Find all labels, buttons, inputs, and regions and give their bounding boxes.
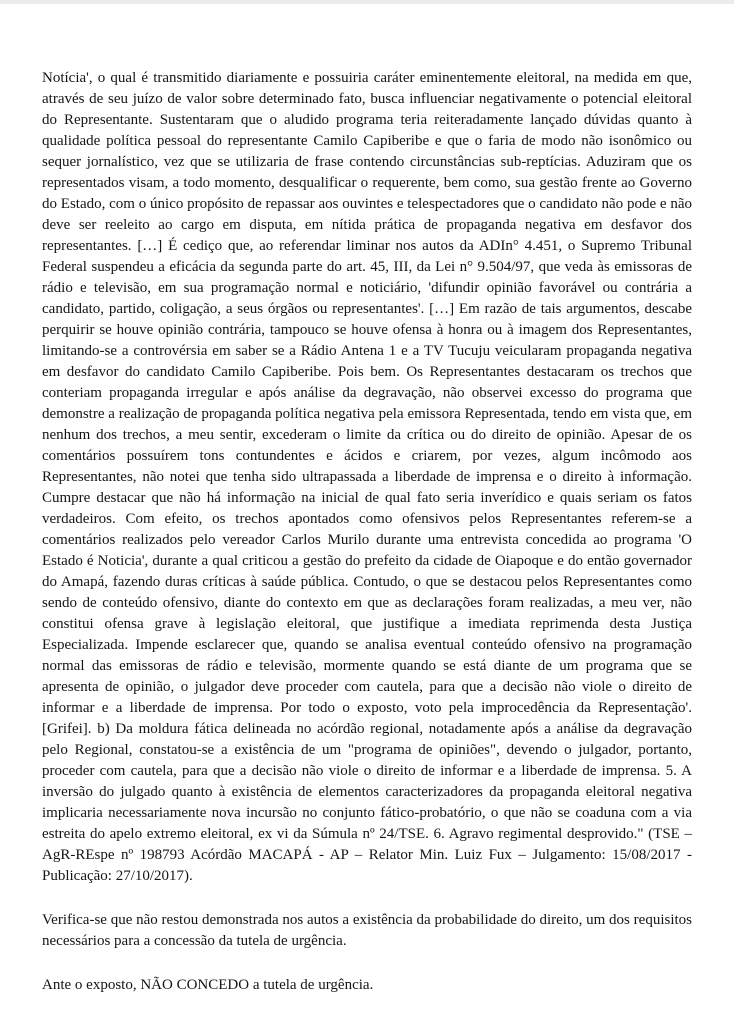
paragraph-probability-finding: Verifica-se que não restou demonstrada nos autos a existência da probabilidade do direito, um dos requisitos necessários para a concessão da tutela de urgência. bbox=[42, 912, 692, 949]
page-top-edge bbox=[0, 0, 734, 4]
paragraph-ruling: Ante o exposto, NÃO CONCEDO a tutela de urgência. bbox=[42, 977, 374, 993]
paragraph-decision-quote: Notícia', o qual é transmitido diariamente e possuiria caráter eminentemente eleitoral, na medida em que, através de seu juízo de valor sobre determinado fato, busca influenciar negativamente o potencial eleitoral do Representante. Sustentaram que o aludido programa teria reiteradamente lançado dúvidas quanto à qualidade política pessoal do representante Camilo Capiberibe e que o faria de modo não isonômico ou sequer jornalístico, vez que se utilizaria de frase contendo circunstâncias sub-reptícias. Aduziram que os representados visam, a todo momento, desqualificar o requerente, bem como, sua gestão frente ao Governo do Estado, com o único propósito de repassar aos ouvintes e telespectadores que o candidato não pode e não deve ser reeleito ao cargo em disputa, em nítida prática de propaganda negativa em desfavor dos representantes. […] É cediço que, ao referendar liminar nos autos da ADIn° 4.451, o Supremo Tribunal Federal suspendeu a eficácia da segunda parte do art. 45, III, da Lei n° 9.504/97, que veda às emissoras de rádio e televisão, em sua programação normal e noticiário, 'difundir opinião favorável ou contrária a candidato, partido, coligação, a seus órgãos ou representantes'. […] Em razão de tais argumentos, descabe perquirir se houve opinião contrária, tampouco se houve ofensa à honra ou à imagem dos Representantes, limitando-se a controvérsia em saber se a Rádio Antena 1 e a TV Tucuju veicularam propaganda negativa em desfavor do candidato Camilo Capiberibe. Pois bem. Os Representantes destacaram os trechos que conteriam propaganda irregular e após análise da degravação, não observei excesso do programa que demonstre a realização de propaganda política negativa pela emissora Representada, tendo em vista que, em nenhum dos trechos, a meu sentir, excederam o limite da crítica ou do direito de opinião. Apesar de os comentários possuírem tons contundentes e ácidos e criarem, por vezes, algum incômodo aos Representantes, não notei que tenha sido ultrapassada a liberdade de imprensa e o direito à informação. Cumpre destacar que não há informação na inicial de qual fato seria inverídico e quais seriam os fatos verdadeiros. Com efeito, os trechos apontados como ofensivos pelos Representantes referem-se a comentários realizados pelo vereador Carlos Murilo durante uma entrevista concedida ao programa 'O Estado é Noticia', durante a qual criticou a gestão do prefeito da cidade de Oiapoque e do então governador do Amapá, fazendo duras críticas à saúde pública. Contudo, o que se destacou pelos Representantes como sendo de conteúdo ofensivo, diante do contexto em que as declarações foram realizadas, a meu ver, não constitui ofensa grave à legislação eleitoral, que justifique a imediata reprimenda desta Justiça Especializada. Impende esclarecer que, quando se analisa eventual conteúdo ofensivo na programação normal das emissoras de rádio e televisão, mormente quando se está diante de um programa que se apresenta de opinião, o julgador deve proceder com cautela, para que a decisão não viole o direito de informar e a liberdade de imprensa. Por todo o exposto, voto pela improcedência da Representação'. [Grifei]. b) Da moldura fática delineada no acórdão regional, notadamente após a análise da degravação pelo Regional, constatou-se a existência de um "programa de opiniões", devendo o julgador, portanto, proceder com cautela, para que a decisão não viole o direito de informar e a liberdade de imprensa. 5. A inversão do julgado quanto à existência de elementos caracterizadores da propaganda eleitoral negativa implicaria necessariamente nova incursão no conjunto fático-probatório, o que não se coaduna com a via estreita do apelo extremo eleitoral, ex vi da Súmula nº 24/TSE. 6. Agravo regimental desprovido." (TSE – AgR-REspe nº 198793 Acórdão MACAPÁ - AP – Relator Min. Luiz Fux – Julgamento: 15/08/2017 - Publicação: 27/10/2017). bbox=[42, 70, 692, 884]
document-content bbox=[42, 68, 692, 1019]
